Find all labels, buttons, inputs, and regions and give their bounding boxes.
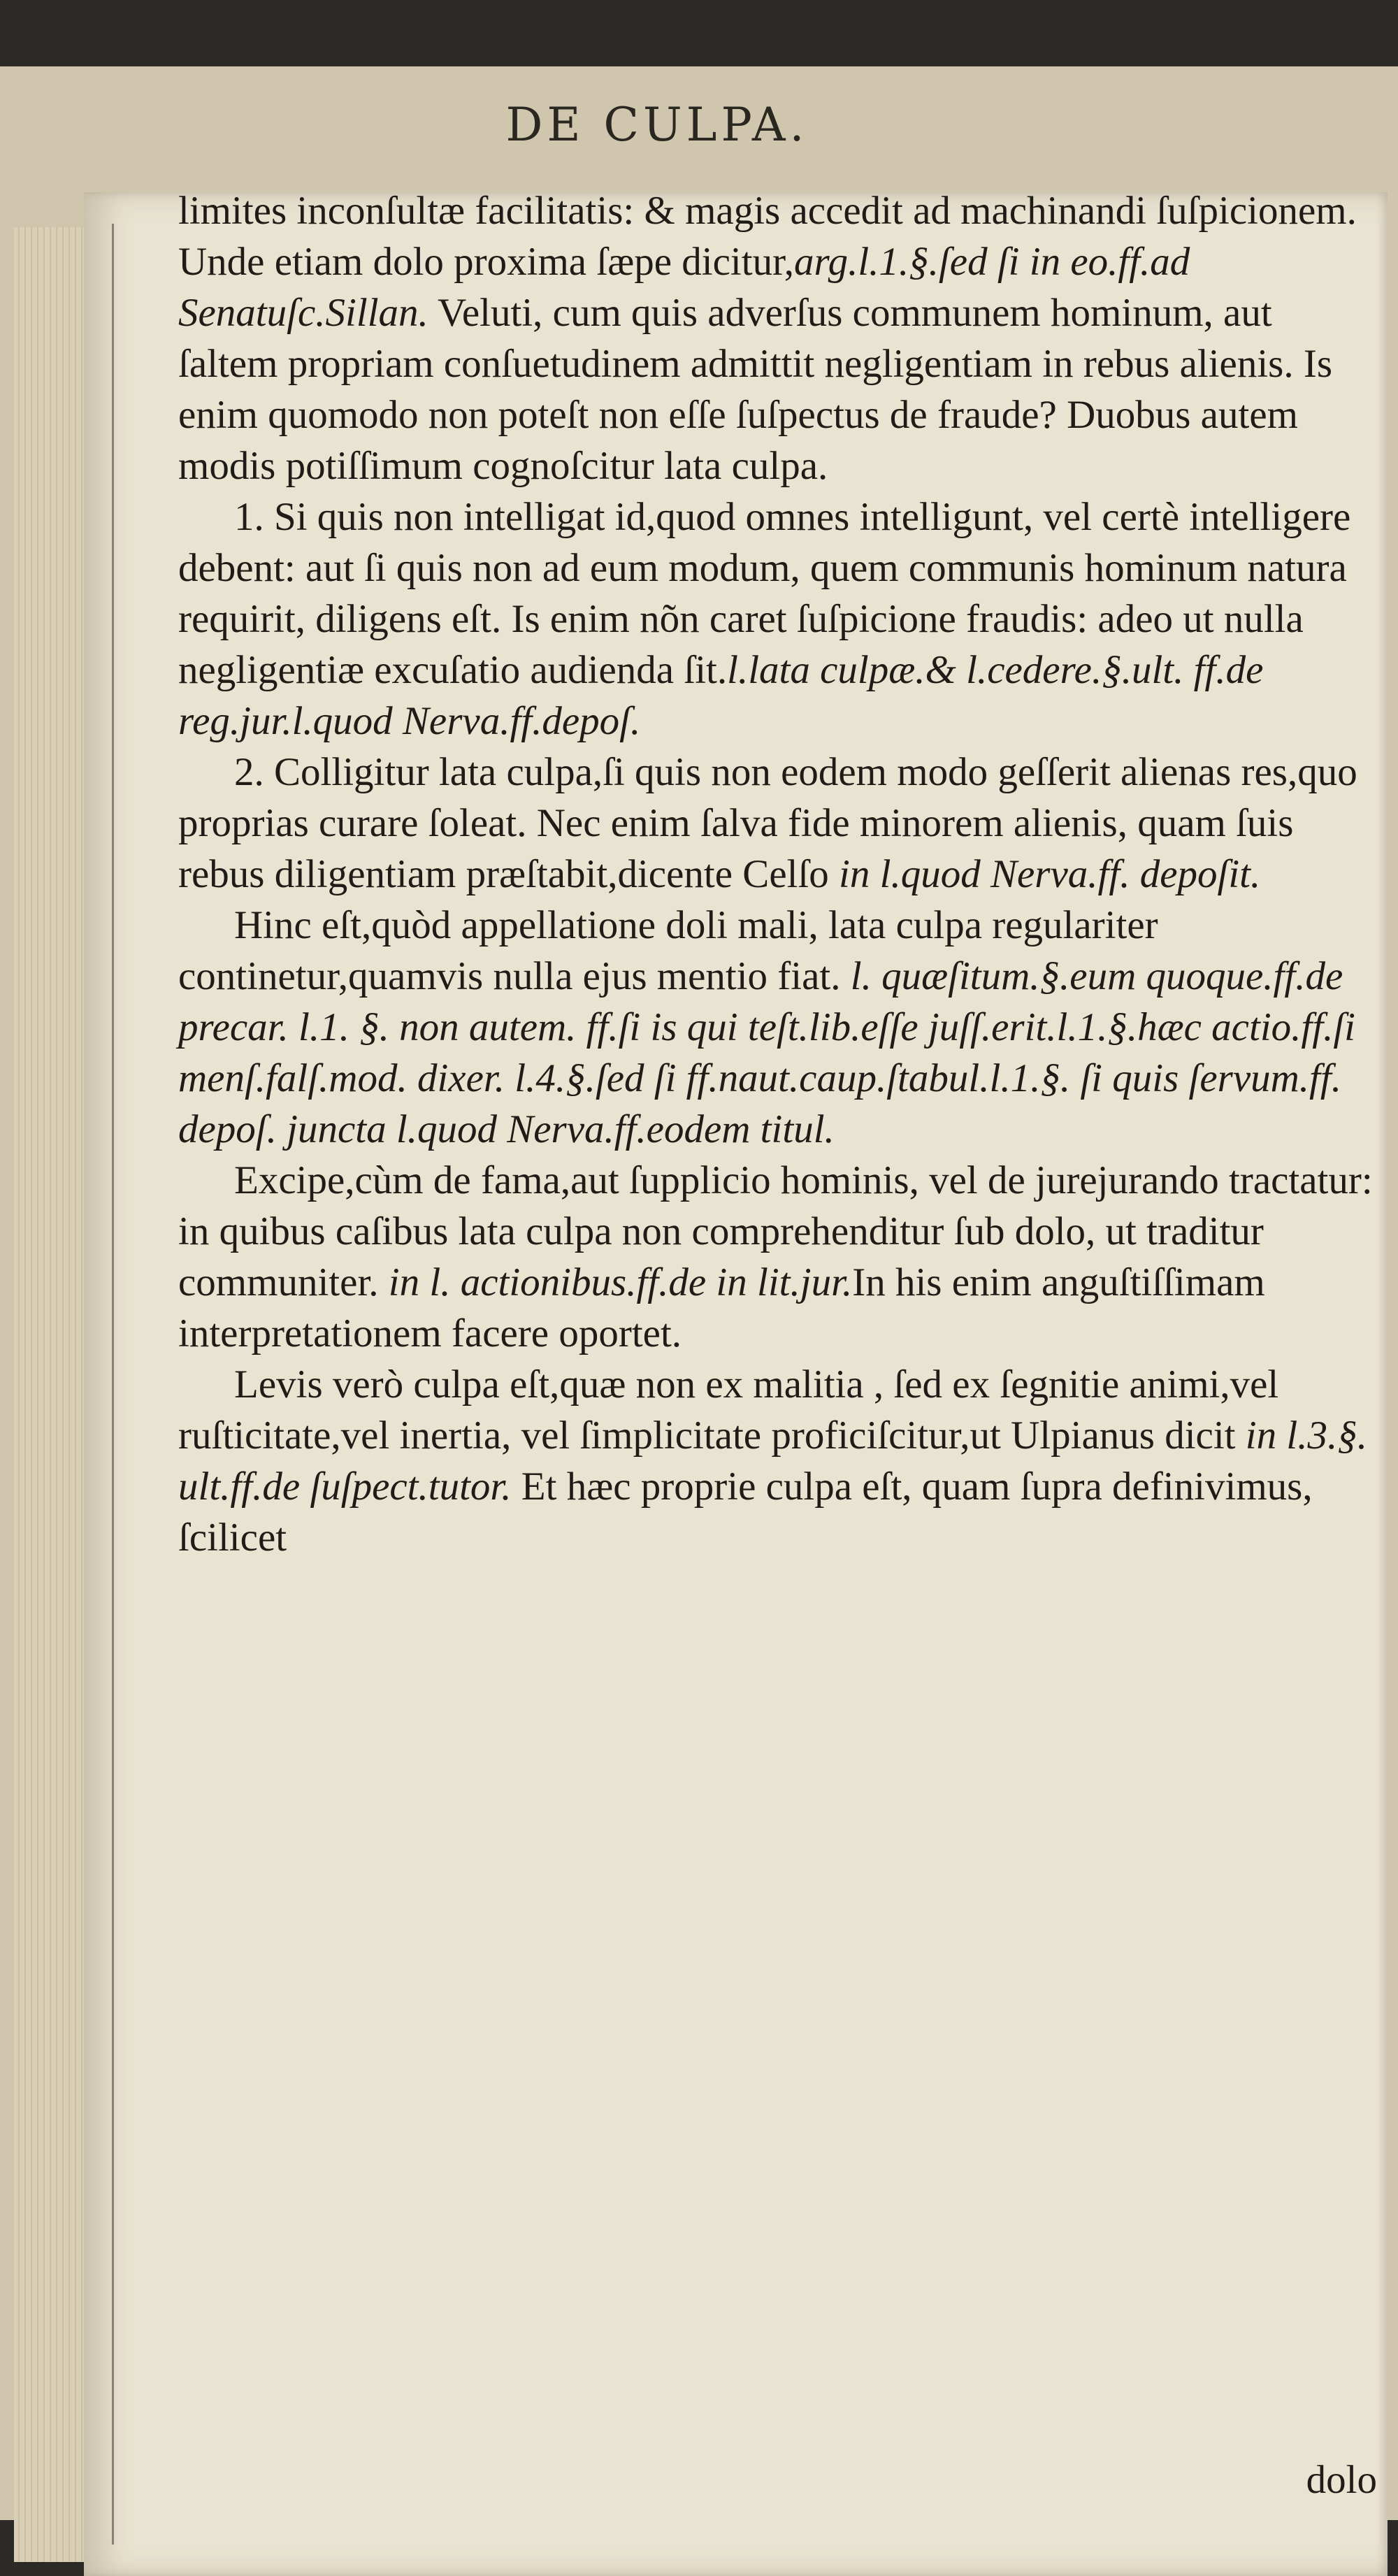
text-run: In his enim anguſtiſſimam interpretationem facere oportet. bbox=[178, 1260, 1265, 1355]
citation-run: in l. actionibus.ff.de in lit.jur. bbox=[388, 1260, 853, 1304]
text-block bbox=[178, 185, 1381, 1563]
paragraph bbox=[178, 491, 1381, 747]
paragraph bbox=[178, 900, 1381, 1155]
citation-run: arg.l.1.§.ſed ſi in eo.ff.ad Senatuſc.Sillan. bbox=[178, 240, 1190, 335]
paragraph bbox=[178, 1359, 1381, 1563]
text-run: limites inconſultæ facilitatis: & magis accedit ad machinandi ſuſpicionem. Unde etiam dolo proxima ſæpe dicitur, bbox=[178, 189, 1357, 284]
text-run: Levis verò culpa eſt,quæ non ex malitia , ſed ex ſegnitie animi,vel ruſticitate,vel inertia, vel ſimplicitate proficiſcitur,ut Ulpianus dicit bbox=[178, 1362, 1279, 1458]
citation-run: l.lata culpæ.& l.cedere.§.ult. ff.de reg.jur.l.quod Nerva.ff.depoſ. bbox=[178, 648, 1264, 743]
text-run: 2. Colligitur lata culpa,ſi quis non eodem modo geſſerit alienas res,quo proprias curare ſoleat. Nec enim ſalva fide minorem alienis, quam ſuis rebus diligentiam præſtabit,dicente Celſo bbox=[178, 750, 1357, 896]
paragraph bbox=[178, 1155, 1381, 1359]
text-run: Excipe,cùm de fama,aut ſupplicio hominis, vel de jurejurando tractatur: in quibus caſibus lata culpa non comprehenditur ſub dolo, ut traditur communiter. bbox=[178, 1158, 1373, 1304]
text-run: Et hæc proprie culpa eſt, quam ſupra definivimus, ſcilicet bbox=[178, 1465, 1313, 1560]
text-run: Veluti, cum quis adverſus communem hominum, aut ſaltem propriam conſuetudinem admittit negligentiam in rebus alienis. Is enim quomodo non poteſt non eſſe ſuſpectus de fraude? Duobus autem modis potiſſimum cognoſcitur lata culpa. bbox=[178, 291, 1333, 488]
catchword: dolo bbox=[1306, 2458, 1377, 2502]
running-head: DE CULPA. bbox=[505, 98, 809, 152]
citation-run: in l.quod Nerva.ff. depoſit. bbox=[839, 852, 1261, 896]
text-run: 1. Si quis non intelligat id,quod omnes intelligunt, vel certè intelligere debent: aut ſi quis non ad eum modum, quem communis hominum natura requirit, diligens eſt. Is enim nõn caret ſuſpicione fraudis: adeo ut nulla negligentiæ excuſatio audienda ſit. bbox=[178, 495, 1351, 692]
text-run: Hinc eſt,quòd appellatione doli mali, lata culpa regulariter continetur,quamvis nulla ejus mentio fiat. bbox=[178, 903, 1158, 998]
paragraph bbox=[178, 185, 1381, 491]
citation-run: l. quæſitum.§.eum quoque.ff.de precar. l.1. §. non autem. ff.ſi is qui teſt.lib.eſſe juſſ.erit.l.1.§.hæc actio.ff.ſi menſ.falſ.mod. dixer. l.4.§.ſed ſi ff.naut.caup.ſtabul.l.1.§. ſi quis ſervum.ff. depoſ. juncta l.quod Nerva.ff.eodem titul. bbox=[178, 954, 1356, 1151]
paragraph bbox=[178, 747, 1381, 900]
citation-run: in l.3.§. ult.ff.de ſuſpect.tutor. bbox=[178, 1413, 1367, 1509]
